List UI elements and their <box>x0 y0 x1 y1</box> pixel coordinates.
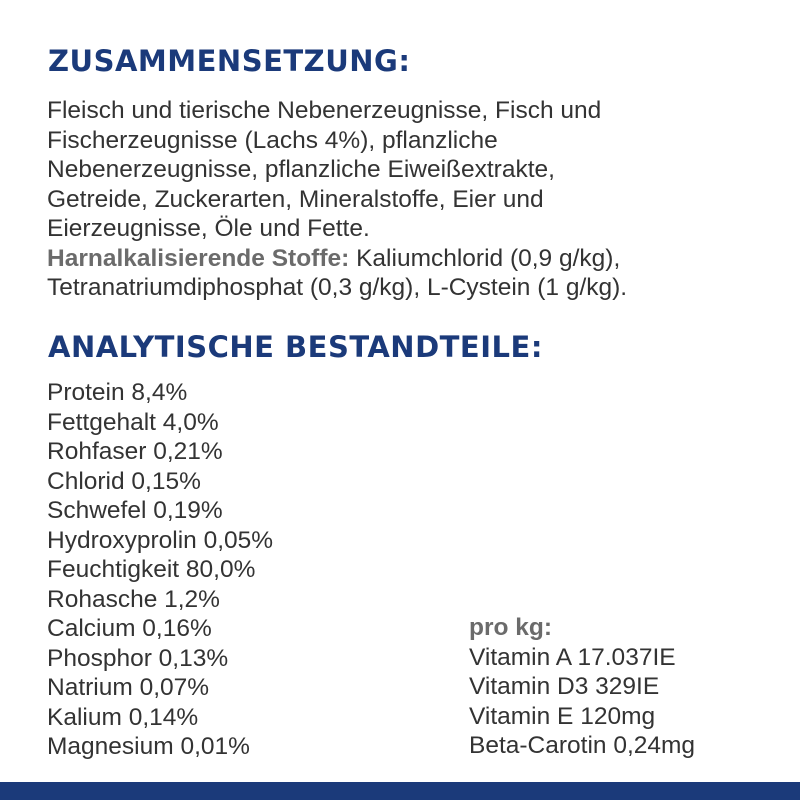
additives-value: Kaliumchlorid (0,9 g/kg), <box>349 244 621 272</box>
additives-line-2: Tetranatriumdiphosphat (0,3 g/kg), L-Cystein (1 g/kg). <box>47 274 628 301</box>
analytics-item: Magnesium 0,01% <box>47 733 250 760</box>
composition-line: Nebenerzeugnisse, pflanzliche Eiweißextrakte, <box>47 156 555 183</box>
composition-line: Getreide, Zuckerarten, Mineralstoffe, Eier und <box>47 185 544 213</box>
analytics-item: Rohasche 1,2% <box>47 585 220 613</box>
vitamin-list <box>469 643 695 761</box>
vitamin-item: Vitamin D3 329IE <box>469 673 660 700</box>
analytics-item: Phosphor 0,13% <box>47 644 229 672</box>
additives-line <box>47 244 787 274</box>
vitamin-item: Vitamin A 17.037IE <box>469 643 676 671</box>
per-kg-block <box>469 613 695 761</box>
composition-heading: ZUSAMMENSETZUNG: <box>48 44 411 78</box>
analytics-item: Feuchtigkeit 80,0% <box>47 556 256 583</box>
per-kg-label: pro kg: <box>469 614 553 641</box>
vitamin-item: Vitamin E 120mg <box>469 702 656 730</box>
analytics-item: Hydroxyprolin 0,05% <box>47 526 274 554</box>
analytics-item: Fettgehalt 4,0% <box>47 408 219 436</box>
analytics-item: Protein 8,4% <box>47 379 188 406</box>
analytics-item: Schwefel 0,19% <box>47 497 223 524</box>
analytics-item: Chlorid 0,15% <box>47 467 201 495</box>
composition-text <box>47 96 787 303</box>
composition-line: Fischerzeugnisse (Lachs 4%), pflanzliche <box>47 126 498 154</box>
analytics-item: Kalium 0,14% <box>47 703 199 731</box>
additives-label: Harnalkalisierende Stoffe: <box>47 244 350 272</box>
analytics-heading: ANALYTISCHE BESTANDTEILE: <box>48 330 543 364</box>
composition-line: Eierzeugnisse, Öle und Fette. <box>47 215 370 242</box>
analytics-item: Calcium 0,16% <box>47 615 212 642</box>
composition-line: Fleisch und tierische Nebenerzeugnisse, Fisch und <box>47 97 602 124</box>
vitamin-item: Beta-Carotin 0,24mg <box>469 732 696 759</box>
footer-bar <box>0 782 800 800</box>
analytics-list <box>47 378 273 762</box>
analytics-item: Natrium 0,07% <box>47 674 210 701</box>
analytics-item: Rohfaser 0,21% <box>47 438 223 465</box>
